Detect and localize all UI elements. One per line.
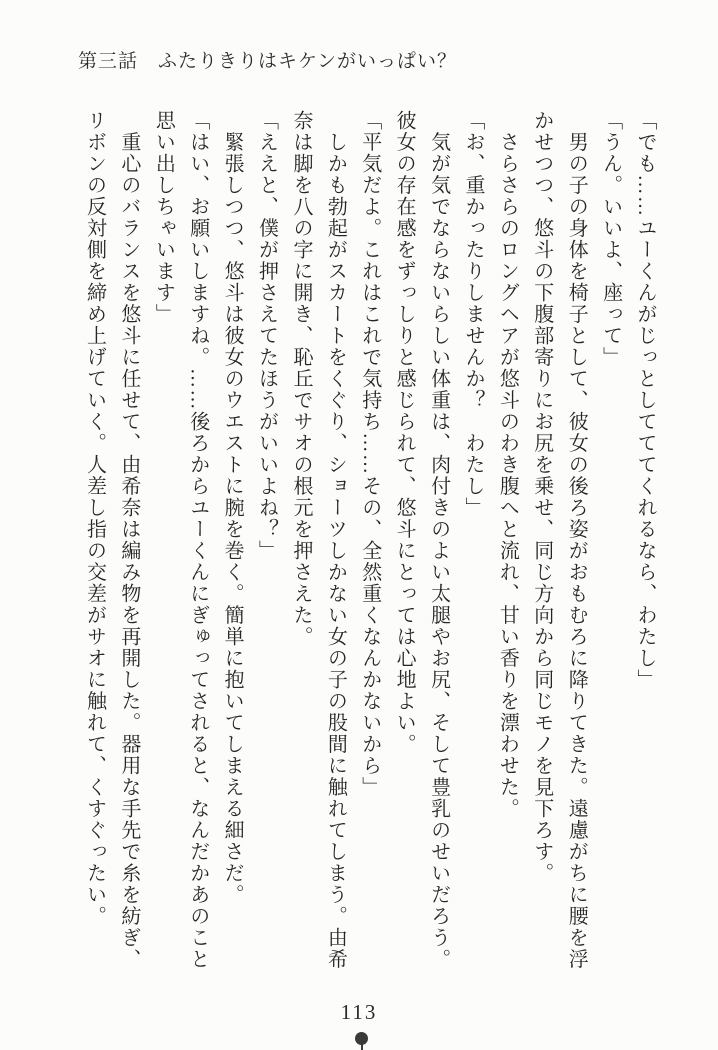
text-line: かせつつ、悠斗の下腹部寄りにお尻を乗せ、同じ方向から同じモノを見下ろす。 [530, 110, 553, 884]
text-line: 「うん。いいよ、座って」 [599, 110, 622, 368]
text-line: 「はい、お願いしますね。……後ろからユーくんにぎゅってされると、なんだかあのこと [186, 110, 209, 970]
text-line: 思い出しちゃいます」 [152, 110, 175, 325]
text-line: 彼女の存在感をずっしりと感じられて、悠斗にとっては心地よい。 [393, 110, 416, 755]
text-line: 「でも……ユーくんがじっとしてててくれるなら、わたし」 [634, 110, 656, 691]
vertical-text-block [77, 110, 662, 1002]
marker-stem-icon [361, 1043, 363, 1050]
text-line: 「お、重かったりしませんか？ わたし」 [461, 110, 484, 519]
text-line: 男の子の身体を椅子として、彼女の後ろ姿がおもむろに降りてきた。遠慮がちに腰を浮 [565, 110, 588, 970]
text-line: 奈は脚を八の字に開き、恥丘でサオの根元を押さえた。 [289, 110, 312, 648]
text-line: さらさらのロングヘアが悠斗のわき腹へと流れ、甘い香りを漂わせた。 [496, 110, 519, 820]
text-line: 重心のバランスを悠斗に任せて、由希奈は編み物を再開した。器用な手先で糸を紡ぎ、 [117, 110, 140, 970]
chapter-header: 第三話 ふたりきりはキケンがいっぱい？ [78, 51, 458, 72]
text-line: 緊張しつつ、悠斗は彼女のウエストに腕を巻く。簡単に抱いてしまえる細さだ。 [221, 110, 244, 906]
page-marker-dot [355, 1032, 368, 1050]
text-line: しかも勃起がスカートをくぐり、ショーツしかない女の子の股間に触れてしまう。由希 [324, 110, 347, 970]
text-line: 「ええと、僕が押さえてたほうがいいよね？」 [255, 110, 278, 562]
text-line: 気が気でならないらしい体重は、肉付きのよい太腿やお尻、そして豊乳のせいだろう。 [427, 110, 450, 970]
page-number: 113 [340, 1000, 378, 1024]
text-line: リボンの反対側を締め上げていく。人差し指の交差がサオに触れて、くすぐったい。 [83, 110, 106, 927]
text-line: 「平気だよ。これはこれで気持ち……その、全然重くなんかないから」 [358, 110, 381, 798]
